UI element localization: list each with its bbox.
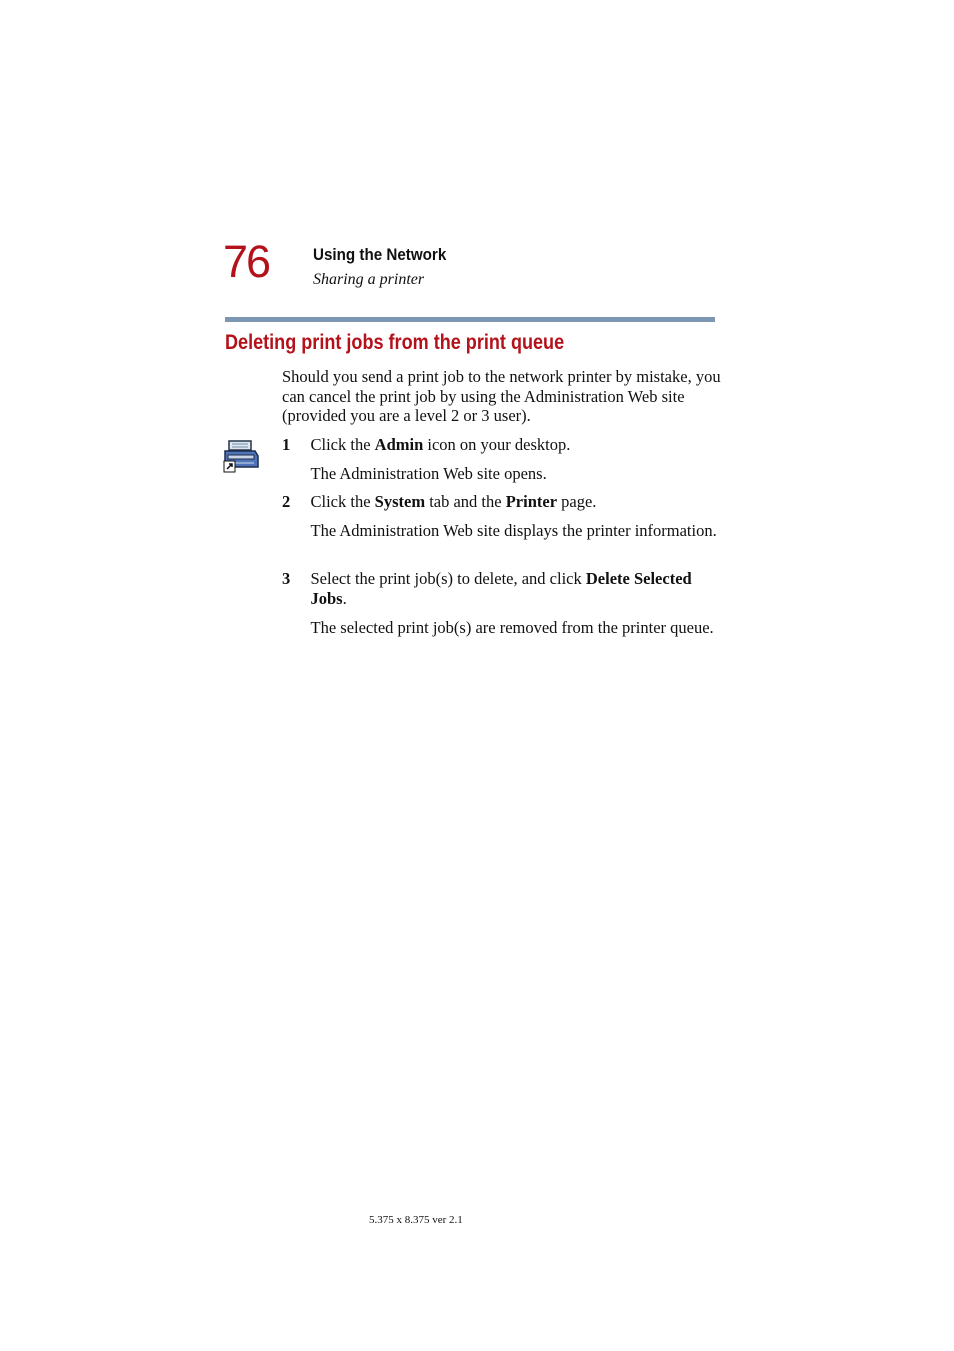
step-text-part: . (342, 588, 347, 608)
step-number: 3 (282, 569, 291, 588)
step-text-part: icon on your desktop. (423, 435, 571, 454)
step-text-part: Click the (310, 435, 375, 454)
page-number: 76 (223, 236, 270, 287)
step-bold-term: Printer (505, 492, 558, 511)
step-1-result: The Administration Web site opens. (310, 464, 547, 483)
section-heading: Deleting print jobs from the print queue (225, 331, 565, 354)
step-2-result: The Administration Web site displays the printer information. (310, 521, 717, 540)
step-text-part: Select the print job(s) to delete, and click (310, 569, 586, 588)
step-3 (282, 569, 722, 608)
step-number: 1 (282, 435, 291, 454)
version-footer: 5.375 x 8.375 ver 2.1 (369, 1214, 463, 1226)
step-2 (282, 492, 722, 512)
step-number: 2 (282, 492, 291, 511)
admin-printer-shortcut-icon (223, 440, 261, 474)
chapter-title: Using the Network (313, 246, 447, 264)
step-bold-term: System (374, 492, 426, 511)
step-text-part: page. (557, 492, 597, 511)
step-instruction (311, 492, 723, 512)
step-3-result: The selected print job(s) are removed from the printer queue. (310, 618, 714, 637)
intro-paragraph: Should you send a print job to the network printer by mistake, you can cancel the print job by using the Administration Web site (provided you are a level 2 or 3 user). (282, 367, 721, 425)
step-bold-term: Admin (374, 435, 424, 454)
step-1 (282, 435, 722, 455)
step-bold-term: Delete Selected Jobs (310, 569, 692, 608)
header-divider (225, 317, 715, 322)
step-instruction (311, 435, 723, 455)
section-subtitle: Sharing a printer (313, 271, 425, 288)
step-text-part: Click the (310, 492, 375, 511)
step-text-part: tab and the (425, 492, 506, 511)
step-instruction (311, 569, 723, 608)
